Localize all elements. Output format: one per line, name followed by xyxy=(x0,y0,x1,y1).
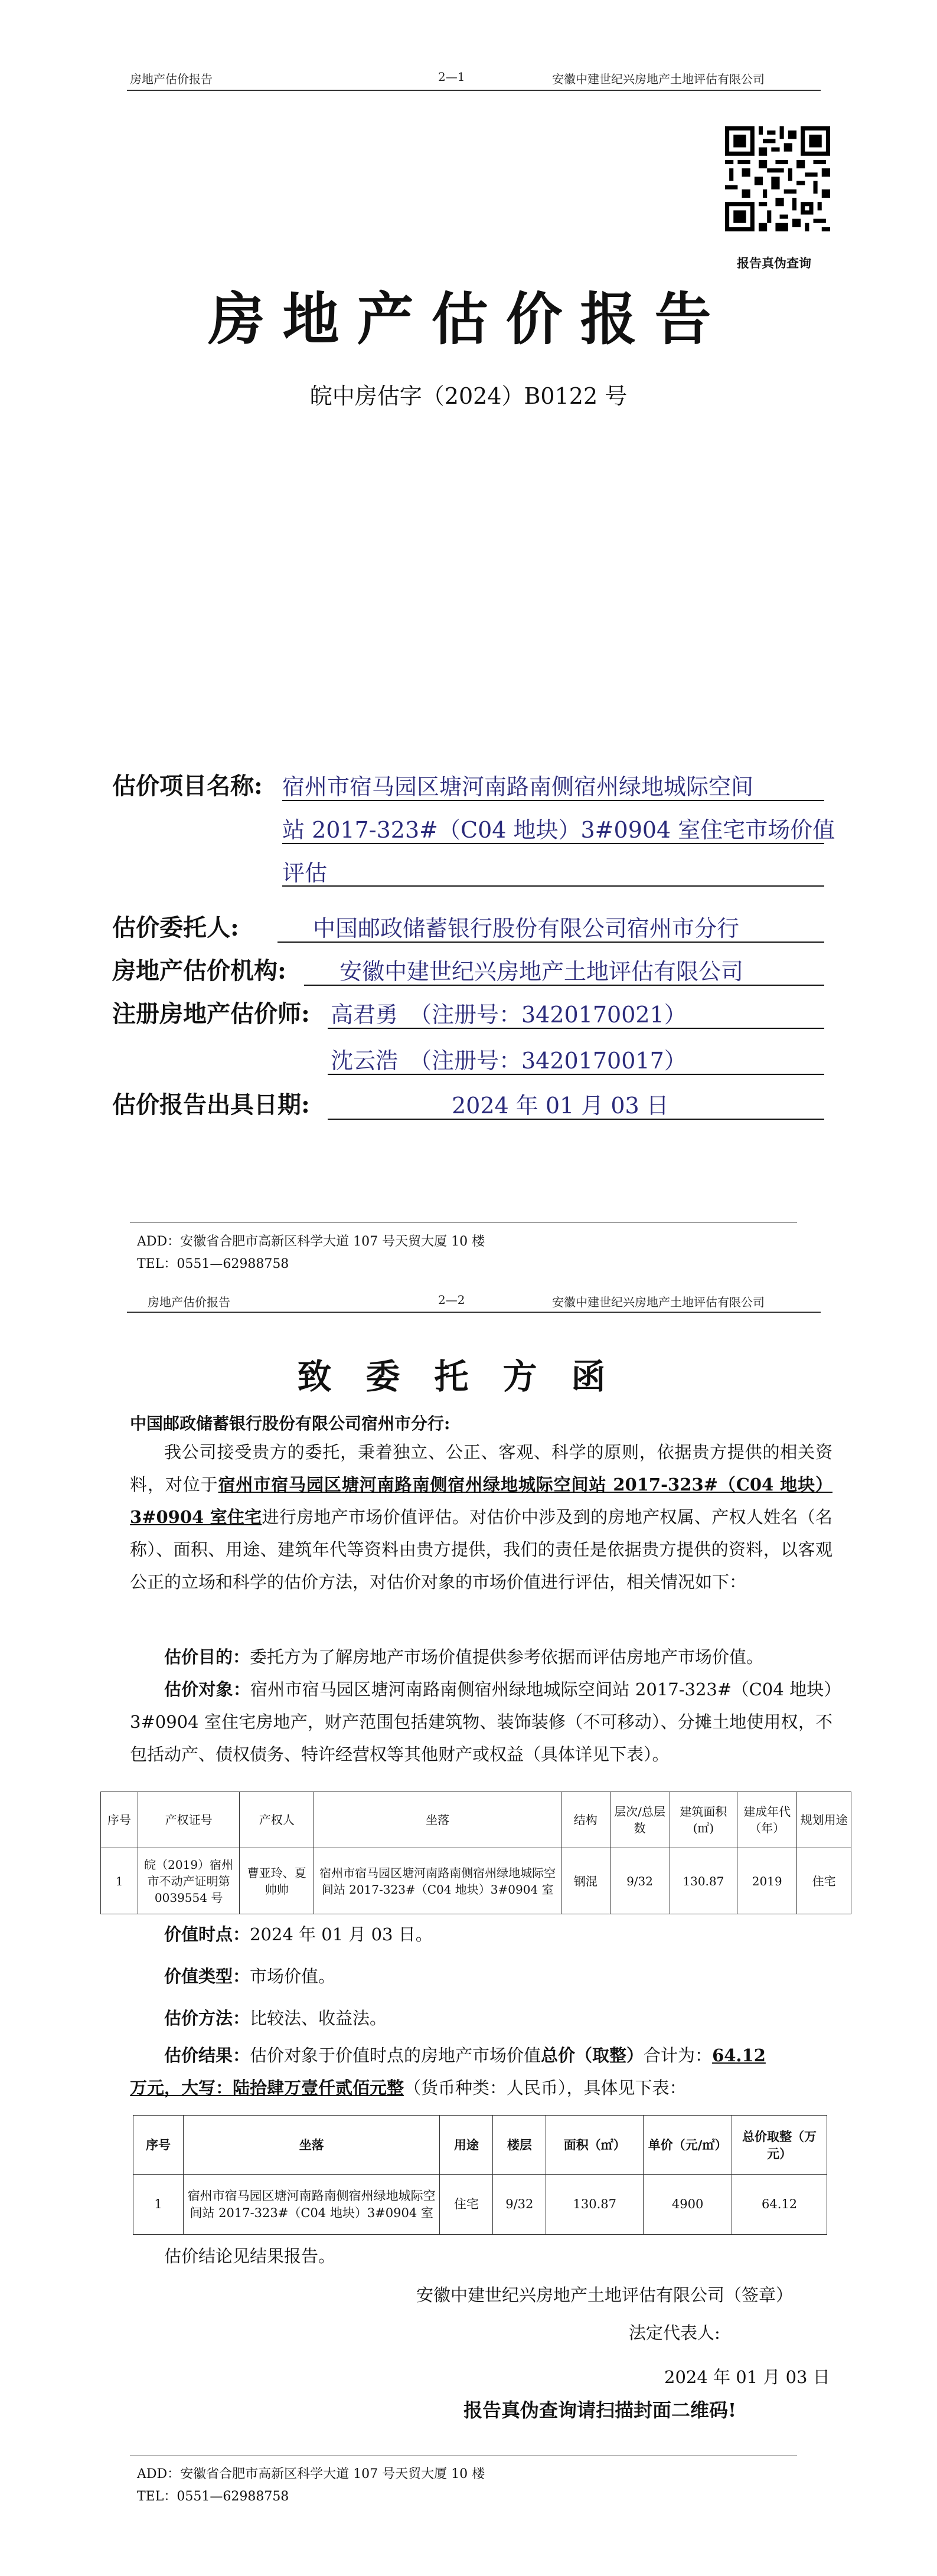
signing-date: 2024 年 01 月 03 日 xyxy=(664,2367,830,2387)
page-number: 2—1 xyxy=(438,70,465,84)
conclusion-note: 估价结论见结果报告。 xyxy=(164,2246,336,2266)
qr-caption: 报告真伪查询 xyxy=(737,256,811,270)
verify-note: 报告真伪查询请扫描封面二维码! xyxy=(463,2399,737,2421)
footer-address: ADD：安徽省合肥市高新区科学大道 107 号天贸大厦 10 楼 xyxy=(137,2467,485,2482)
page-number: 2—2 xyxy=(438,1293,465,1307)
footer-address: ADD：安徽省合肥市高新区科学大道 107 号天贸大厦 10 楼 xyxy=(137,1234,485,1249)
legal-representative: 法定代表人: xyxy=(629,2323,720,2343)
footer-tel: TEL：0551—62988758 xyxy=(137,2489,289,2504)
table-header-cell: 坐落 xyxy=(314,1792,561,1848)
underline xyxy=(328,1028,824,1029)
valuation-object: 估价对象：宿州市宿马园区塘河南路南侧宿州绿地城际空间站 2017-323#（C04 地块）3#0904 室住宅房地产，财产范围包括建筑物、装饰装修（不可移动）、分摊土地使用权，不包括动产、债权债务、特许经营权等其他财产或权益（具体详见下表）。 xyxy=(130,1679,832,1764)
issue-date-value: 2024 年 01 月 03 日 xyxy=(452,1093,669,1119)
table-cell: 4900 xyxy=(644,2175,732,2235)
table-cell: 皖（2019）宿州市不动产证明第 0039554 号 xyxy=(138,1848,240,1914)
page-header-left: 房地产估价报告 xyxy=(130,72,213,86)
value-date: 价值时点：2024 年 01 月 03 日。 xyxy=(164,1924,433,1944)
table-cell: 130.87 xyxy=(670,1848,737,1914)
table-header-cell: 坐落 xyxy=(183,2116,440,2175)
project-name-line-2: 站 2017-323#（C04 地块）3#0904 室住宅市场价值 xyxy=(282,817,835,843)
agency-label: 房地产估价机构: xyxy=(112,957,286,985)
underline xyxy=(328,1119,824,1120)
underline xyxy=(282,843,824,844)
underline xyxy=(282,885,824,887)
letter-title: 致委托方函 xyxy=(297,1356,640,1397)
table-cell: 64.12 xyxy=(732,2175,827,2235)
table-header-cell: 规划用途 xyxy=(797,1792,851,1848)
table-header-cell: 用途 xyxy=(440,2116,493,2175)
project-name-line-3: 评估 xyxy=(282,860,328,886)
table-header-cell: 产权证号 xyxy=(138,1792,240,1848)
table-cell: 宿州市宿马园区塘河南路南侧宿州绿地城际空间站 2017-323#（C04 地块）3#0904 室 xyxy=(183,2175,440,2235)
table-cell: 9/32 xyxy=(493,2175,546,2235)
table-cell: 1 xyxy=(101,1848,138,1914)
project-name-line-1: 宿州市宿马园区塘河南路南侧宿州绿地城际空间 xyxy=(282,774,754,800)
table-cell: 宿州市宿马园区塘河南路南侧宿州绿地城际空间站 2017-323#（C04 地块）3#0904 室 xyxy=(314,1848,561,1914)
underline xyxy=(304,985,824,986)
footer-tel: TEL：0551—62988758 xyxy=(137,1257,289,1271)
table-header-cell: 总价取整（万元） xyxy=(732,2116,827,2175)
report-number: 皖中房估字（2024）B0122 号 xyxy=(309,383,628,409)
table-cell: 2019 xyxy=(737,1848,797,1914)
table-header-cell: 面积（㎡） xyxy=(546,2116,644,2175)
table-row xyxy=(133,2175,827,2235)
valuation-method: 估价方法：比较法、收益法。 xyxy=(164,2008,387,2028)
appraiser-1: 高君勇 （注册号：3420170021） xyxy=(331,1002,687,1028)
agency-value: 安徽中建世纪兴房地产土地评估有限公司 xyxy=(339,959,744,985)
client-label: 估价委托人: xyxy=(112,914,239,942)
table-header-cell: 结构 xyxy=(561,1792,610,1848)
property-location: 宿州市宿马园区塘河南路南侧宿州绿地城际空间站 2017-323#（C04 地块）3#0904 室住宅 xyxy=(130,1475,832,1527)
project-name-label: 估价项目名称: xyxy=(112,772,263,800)
table-header-cell: 序号 xyxy=(133,2116,184,2175)
client-value: 中国邮政储蓄银行股份有限公司宿州市分行 xyxy=(313,916,740,942)
company-signature: 安徽中建世纪兴房地产土地评估有限公司（签章） xyxy=(416,2285,794,2305)
table-cell: 9/32 xyxy=(610,1848,670,1914)
table-header-cell: 楼层 xyxy=(493,2116,546,2175)
underline xyxy=(282,800,824,801)
valuation-result: 估价结果：估价对象于价值时点的房地产市场价值总价（取整）合计为：64.12 万元，大写：陆拾肆万壹仟贰佰元整（货币种类：人民币），具体见下表： xyxy=(130,2045,766,2098)
underline xyxy=(328,1074,824,1075)
underline xyxy=(277,942,824,943)
qr-code-image[interactable] xyxy=(725,126,830,231)
page-header-right: 安徽中建世纪兴房地产土地评估有限公司 xyxy=(552,72,765,86)
header-rule xyxy=(127,90,821,91)
page-header-right: 安徽中建世纪兴房地产土地评估有限公司 xyxy=(552,1295,765,1309)
value-type: 价值类型：市场价值。 xyxy=(164,1966,336,1986)
page-header-left: 房地产估价报告 xyxy=(148,1295,230,1309)
table-header-cell: 序号 xyxy=(101,1792,138,1848)
table-header-cell: 单价（元/㎡） xyxy=(644,2116,732,2175)
header-rule xyxy=(127,1312,821,1313)
issue-date-label: 估价报告出具日期: xyxy=(112,1091,310,1119)
table-cell: 1 xyxy=(133,2175,184,2235)
table-header-cell: 建筑面积(㎡) xyxy=(670,1792,737,1848)
appraiser-2: 沈云浩 （注册号：3420170017） xyxy=(331,1048,687,1074)
letter-addressee: 中国邮政储蓄银行股份有限公司宿州市分行: xyxy=(130,1414,450,1433)
table-header-cell: 层次/总层数 xyxy=(610,1792,670,1848)
appraiser-label: 注册房地产估价师: xyxy=(112,1000,310,1028)
table-cell: 130.87 xyxy=(546,2175,644,2235)
table-header-cell: 建成年代（年） xyxy=(737,1792,797,1848)
property-table xyxy=(100,1792,851,1914)
table-row xyxy=(101,1848,851,1914)
table-cell: 住宅 xyxy=(797,1848,851,1914)
table-cell: 曹亚玲、夏帅帅 xyxy=(240,1848,314,1914)
valuation-purpose: 估价目的：委托方为了解房地产市场价值提供参考依据而评估房地产市场价值。 xyxy=(164,1647,764,1667)
table-cell: 住宅 xyxy=(440,2175,493,2235)
table-header-row xyxy=(101,1792,851,1848)
valuation-table xyxy=(133,2115,827,2235)
report-title: 房地产估价报告 xyxy=(208,286,729,352)
letter-intro: 我公司接受贵方的委托，秉着独立、公正、客观、科学的原则，依据贵方提供的相关资料，对位于宿州市宿马园区塘河南路南侧宿州绿地城际空间站 2017-323#（C04 地块）3#0904 室住宅进行房地产市场价值评估。对估价中涉及到的房地产权属、产权人姓名（名称）、面积、用途、建筑年代等资料由贵方提供，我们的责任是依据贵方提供的资料，以客观公正的立场和科学的估价方法，对估价对象的市场价值进行评估，相关情况如下： xyxy=(130,1442,832,1592)
table-cell: 钢混 xyxy=(561,1848,610,1914)
table-header-row xyxy=(133,2116,827,2175)
table-header-cell: 产权人 xyxy=(240,1792,314,1848)
